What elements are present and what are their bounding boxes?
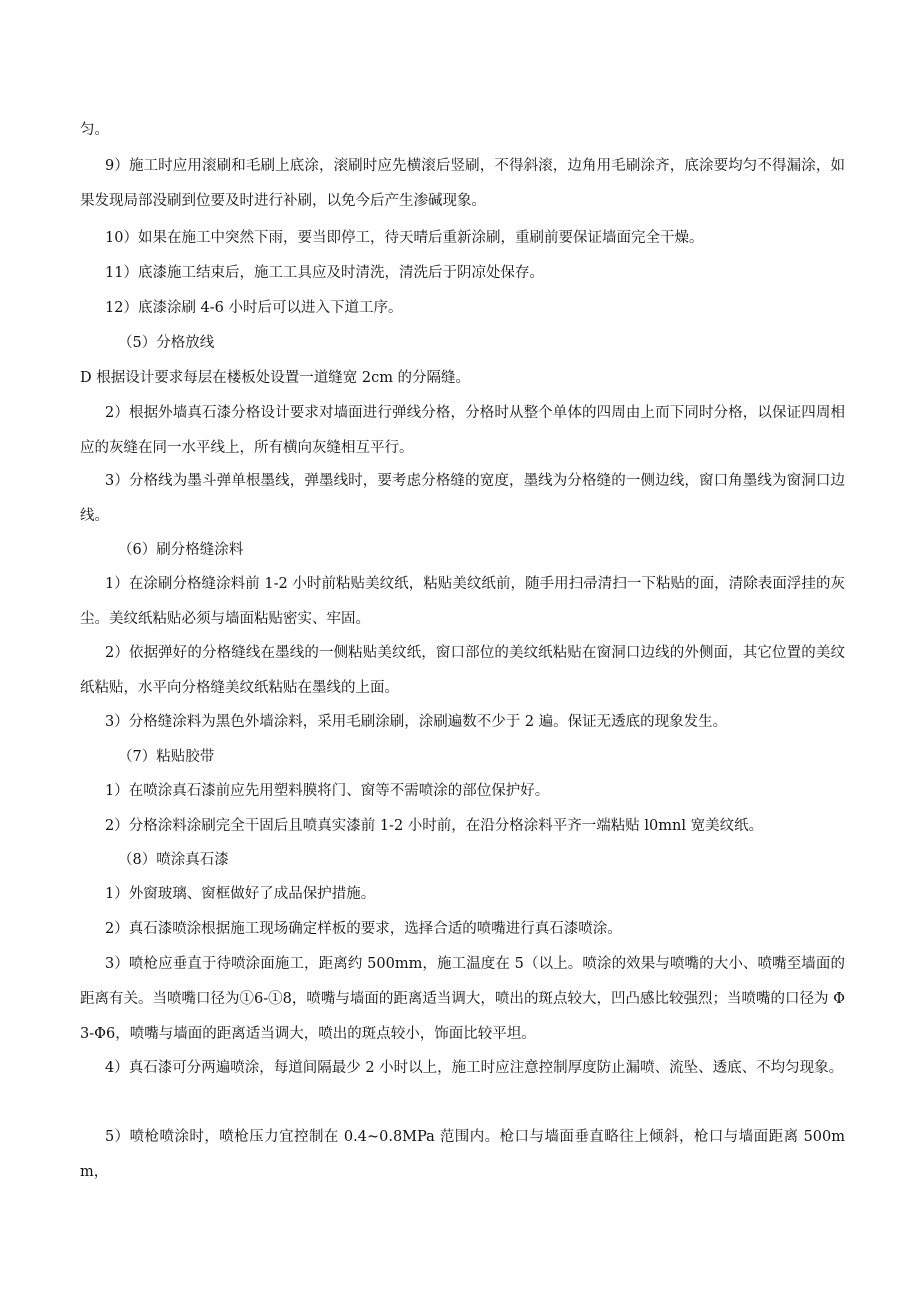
section-heading-6: （6）刷分格缝涂料: [118, 542, 244, 558]
paragraph-7-2: 2）分格涂料涂刷完全干固后且喷真实漆前 1-2 小时前，在沿分格涂料平齐一端粘贴 l0mnl 宽美纹纸。: [105, 818, 764, 834]
paragraph-8-2: 2）真石漆喷涂根据施工现场确定样板的要求，选择合适的喷嘴进行真石漆喷涂。: [105, 921, 622, 937]
paragraph-6-3: 3）分格缝涂料为黑色外墙涂料，采用毛刷涂刷，涂刷遍数不少于 2 遍。保证无透底的现象发生。: [105, 714, 728, 730]
paragraph-step-11: 11）底漆施工结束后，施工工具应及时清洗，清洗后于阴凉处保存。: [105, 265, 544, 281]
paragraph-8-5: 5）喷枪喷涂时，喷枪压力宜控制在 0.4~0.8MPa 范围内。枪口与墙面垂直略往上倾斜，枪口与墙面距离 500mm，: [80, 1129, 845, 1180]
paragraph-step-12: 12）底漆涂刷 4-6 小时后可以进入下道工序。: [105, 300, 403, 316]
section-heading-7: （7）粘贴胶带: [118, 749, 215, 765]
paragraph-5-3: 3）分格线为墨斗弹单根墨线，弹墨线时，要考虑分格缝的宽度，墨线为分格缝的一侧边线，窗口角墨线为窗洞口边线。: [80, 473, 845, 524]
section-heading-5: （5）分格放线: [118, 335, 215, 351]
paragraph-5-2: 2）根据外墙真石漆分格设计要求对墙面进行弹线分格，分格时从整个单体的四周由上而下同时分格，以保证四周相应的灰缝在同一水平线上，所有横向灰缝相互平行。: [80, 405, 845, 456]
paragraph-step-10: 10）如果在施工中突然下雨，要当即停工，待天晴后重新涂刷，重刷前要保证墙面完全干燥。: [105, 230, 704, 246]
paragraph-8-4: 4）真石漆可分两遍喷涂，每道间隔最少 2 小时以上，施工时应注意控制厚度防止漏喷、流坠、透底、不均匀现象。: [105, 1060, 844, 1076]
paragraph-6-1: 1）在涂刷分格缝涂料前 1-2 小时前粘贴美纹纸，粘贴美纹纸前，随手用扫帚清扫一下粘贴的面，清除表面浮挂的灰尘。美纹纸粘贴必须与墙面粘贴密实、牢固。: [80, 576, 845, 627]
paragraph-8-1: 1）外窗玻璃、窗框做好了成品保护措施。: [105, 886, 376, 902]
paragraph-continuation: 匀。: [80, 122, 109, 138]
paragraph-5-1: D 根据设计要求每层在楼板处设置一道缝宽 2cm 的分隔缝。: [80, 370, 471, 386]
paragraph-7-1: 1）在喷涂真石漆前应先用塑料膜将门、窗等不需喷涂的部位保护好。: [105, 783, 550, 799]
paragraph-6-2: 2）依据弹好的分格缝线在墨线的一侧粘贴美纹纸，窗口部位的美纹纸粘贴在窗洞口边线的外侧面，其它位置的美纹纸粘贴，水平向分格缝美纹纸粘贴在墨线的上面。: [80, 645, 845, 696]
paragraph-step-9: 9）施工时应用滚刷和毛刷上底涂，滚刷时应先横滚后竖刷，不得斜滚，边角用毛刷涂齐，底涂要均匀不得漏涂，如果发现局部没刷到位要及时进行补刷，以免今后产生渗碱现象。: [80, 158, 845, 209]
section-heading-8: （8）喷涂真石漆: [118, 852, 229, 868]
paragraph-8-3: 3）喷枪应垂直于待喷涂面施工，距离约 500mm，施工温度在 5（以上。喷涂的效果与喷嘴的大小、喷嘴至墙面的距离有关。当喷嘴口径为①6-①8，喷嘴与墙面的距离适当调大，喷出的斑点较大，凹凸感比较强烈；当喷嘴的口径为 Φ3-Φ6，喷嘴与墙面的距离适当调大，喷出的斑点较小，饰面比较平坦。: [80, 956, 845, 1042]
